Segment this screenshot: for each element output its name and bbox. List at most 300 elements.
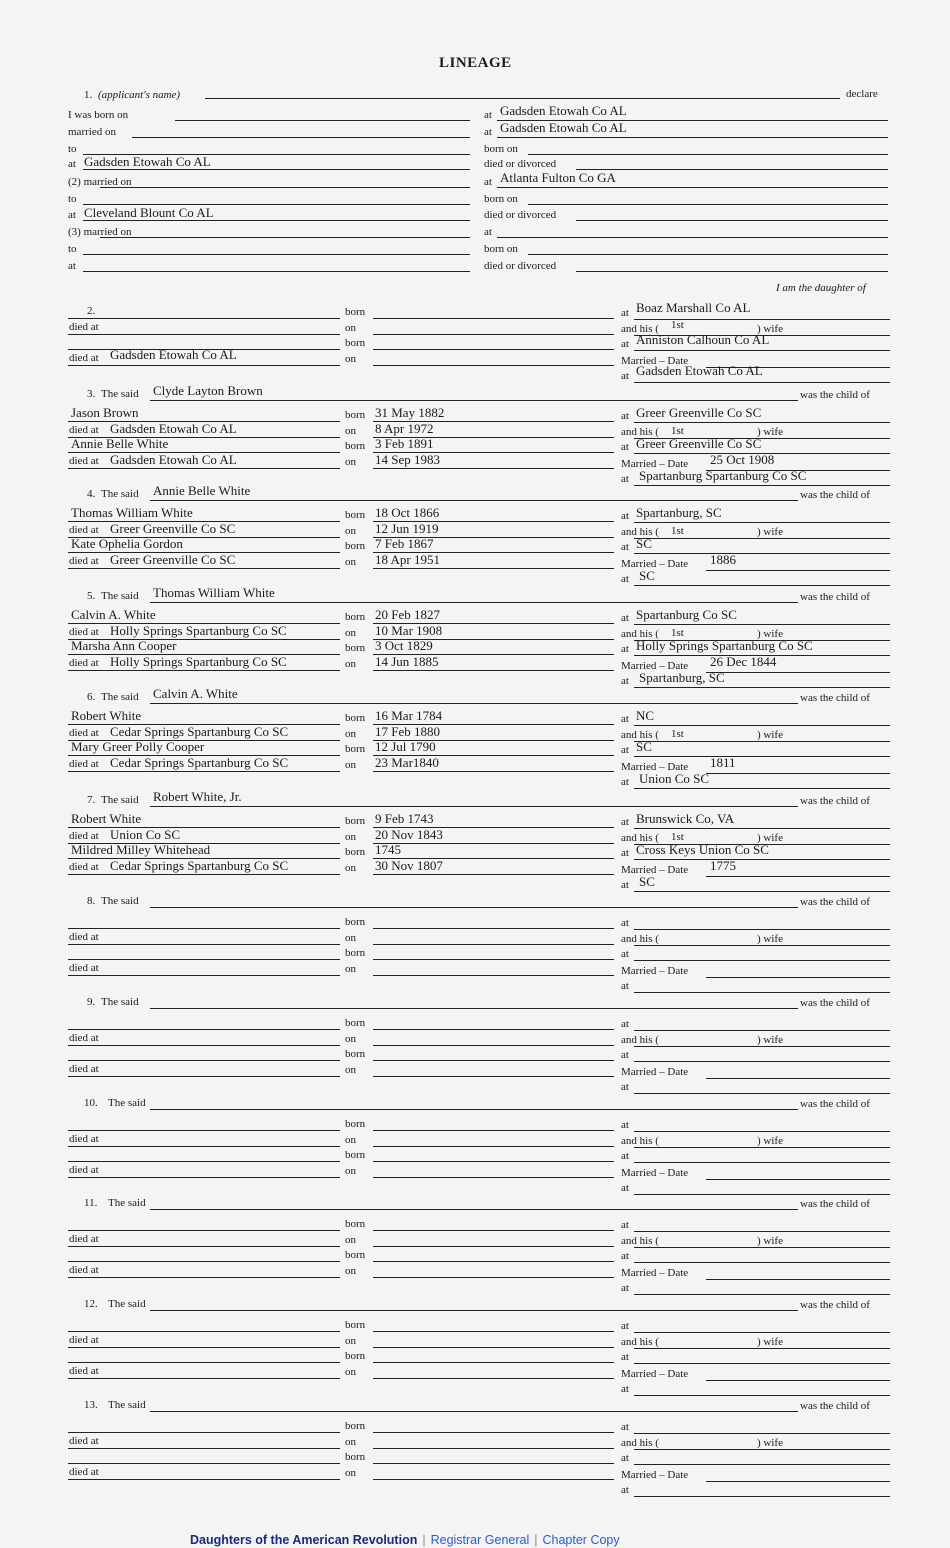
born-label: born [345, 815, 366, 827]
and-his-label: and his ( [621, 526, 659, 538]
form-field-line [373, 975, 614, 976]
form-field-line [373, 1045, 614, 1046]
applicant-name-label: (applicant's name) [98, 89, 181, 101]
form-field-line [634, 1093, 890, 1094]
form-field-line [706, 1078, 890, 1079]
died-at-label: died at [69, 1164, 99, 1176]
mother-birth-date-value: 3 Feb 1891 [375, 436, 434, 451]
on-label: on [345, 658, 356, 670]
form-field-line [132, 137, 470, 138]
died-at-label: died at [69, 321, 99, 333]
born-label: born [345, 1218, 366, 1230]
the-said-label: The said [101, 895, 139, 907]
form-field-line [68, 334, 340, 335]
child-of-label: was the child of [800, 795, 870, 807]
married-date-label: Married – Date [621, 1167, 689, 1179]
form-field-line [68, 827, 340, 828]
father-name-value: Thomas William White [71, 505, 193, 520]
form-field-line [634, 1231, 890, 1232]
born-label: born [345, 712, 366, 724]
form-field-line [528, 154, 888, 155]
form-field-line [150, 1008, 798, 1009]
applicant-right-label: died or divorced [484, 260, 557, 272]
father-death-date-value: 8 Apr 1972 [375, 421, 434, 436]
form-field-line [150, 400, 798, 401]
at-label: at [621, 643, 629, 655]
form-field-line [373, 1463, 614, 1464]
child-of-label: was the child of [800, 1400, 870, 1412]
applicant-row-label: to [68, 243, 77, 255]
mother-death-date-value: 18 Apr 1951 [375, 552, 440, 567]
father-birth-place-value: Greer Greenville Co SC [636, 405, 762, 420]
on-label: on [345, 759, 356, 771]
mother-death-date-value: 14 Sep 1983 [375, 452, 440, 467]
wife-order-value: 1st [671, 627, 684, 639]
form-field-line [150, 500, 798, 501]
the-said-label: The said [101, 996, 139, 1008]
died-at-label: died at [69, 555, 99, 567]
form-field-line [373, 1076, 614, 1077]
at-label: at [621, 370, 629, 382]
on-label: on [345, 1467, 356, 1479]
form-field-line [634, 1449, 890, 1450]
form-field-line [634, 1332, 890, 1333]
form-field-line [634, 1496, 890, 1497]
wife-order-value: 1st [671, 425, 684, 437]
footer-separator: | [422, 1533, 426, 1547]
at-label: at [621, 1018, 629, 1030]
form-field-line [68, 1076, 340, 1077]
father-death-place-value: Gadsden Etowah Co AL [110, 421, 237, 436]
form-field-line [528, 204, 888, 205]
marriage-date-value: 1775 [710, 858, 736, 873]
on-label: on [345, 862, 356, 874]
applicant-row-label: at [68, 260, 76, 272]
at-label: at [621, 1320, 629, 1332]
form-field-line [634, 422, 890, 423]
applicant-row-label: married on [68, 126, 116, 138]
form-field-line [634, 828, 890, 829]
at-label: at [621, 1081, 629, 1093]
marriage-place-value: Spartanburg, SC [639, 670, 725, 685]
form-field-line [68, 1277, 340, 1278]
item-number: 5. [87, 590, 96, 602]
died-at-label: died at [69, 524, 99, 536]
form-field-line [68, 318, 340, 319]
applicant-place-value: Gadsden Etowah Co AL [500, 103, 627, 118]
mother-death-date-value: 30 Nov 1807 [375, 858, 443, 873]
at-label: at [621, 1383, 629, 1395]
born-label: born [345, 306, 366, 318]
applicant-right-label: at [484, 226, 492, 238]
applicant-place-value: Gadsden Etowah Co AL [84, 154, 211, 169]
form-field-line [205, 98, 840, 99]
father-name-value: Robert White [71, 708, 142, 723]
on-label: on [345, 1064, 356, 1076]
form-field-line [68, 1246, 340, 1247]
form-field-line [373, 1448, 614, 1449]
on-label: on [345, 627, 356, 639]
form-field-line [634, 624, 890, 625]
mother-death-place-value: Cedar Springs Spartanburg Co SC [110, 755, 289, 770]
form-field-line [68, 1362, 340, 1363]
applicant-row-label: at [68, 209, 76, 221]
form-field-line [373, 959, 614, 960]
the-said-label: The said [108, 1097, 146, 1109]
at-label: at [621, 307, 629, 319]
applicant-right-label: at [484, 176, 492, 188]
mother-death-place-value: Cedar Springs Spartanburg Co SC [110, 858, 289, 873]
form-field-line [576, 220, 888, 221]
at-label: at [621, 1421, 629, 1433]
form-field-line [373, 365, 614, 366]
form-field-line [634, 725, 890, 726]
applicant-row-label: to [68, 143, 77, 155]
form-field-line [706, 1279, 890, 1280]
married-date-label: Married – Date [621, 355, 689, 367]
form-field-line [175, 120, 470, 121]
died-at-label: died at [69, 1365, 99, 1377]
died-at-label: died at [69, 758, 99, 770]
at-label: at [621, 473, 629, 485]
born-label: born [345, 540, 366, 552]
born-label: born [345, 642, 366, 654]
on-label: on [345, 1234, 356, 1246]
marriage-date-value: 1886 [710, 552, 736, 567]
form-field-line [68, 771, 340, 772]
died-at-label: died at [69, 657, 99, 669]
the-said-label: The said [101, 691, 139, 703]
form-field-line [150, 602, 798, 603]
died-at-label: died at [69, 1032, 99, 1044]
wife-order-value: 1st [671, 319, 684, 331]
form-field-line [634, 891, 890, 892]
died-at-label: died at [69, 1334, 99, 1346]
on-label: on [345, 425, 356, 437]
form-field-line [373, 1230, 614, 1231]
form-field-line [634, 538, 890, 539]
mother-death-date-value: 14 Jun 1885 [375, 654, 439, 669]
born-label: born [345, 1249, 366, 1261]
marriage-place-value: Union Co SC [639, 771, 710, 786]
marriage-place-value: SC [639, 874, 655, 889]
wife-label: ) wife [757, 1135, 783, 1147]
at-label: at [621, 612, 629, 624]
and-his-label: and his ( [621, 729, 659, 741]
form-field-line [83, 271, 470, 272]
father-birth-place-value: Spartanburg Co SC [636, 607, 737, 622]
applicant-row-label: (3) married on [68, 226, 132, 238]
died-at-label: died at [69, 727, 99, 739]
on-label: on [345, 1165, 356, 1177]
item-number: 2. [87, 305, 96, 317]
father-death-date-value: 17 Feb 1880 [375, 724, 440, 739]
the-said-name-value: Thomas William White [153, 585, 275, 600]
father-death-place-value: Union Co SC [110, 827, 181, 842]
form-field-line [634, 741, 890, 742]
born-label: born [345, 611, 366, 623]
on-label: on [345, 1436, 356, 1448]
applicant-row-label: I was born on [68, 109, 129, 121]
form-field-line [68, 468, 340, 469]
wife-order-value: 1st [671, 831, 684, 843]
on-label: on [345, 556, 356, 568]
form-field-line [150, 907, 798, 908]
at-label: at [621, 1049, 629, 1061]
form-field-line [634, 960, 890, 961]
born-label: born [345, 1420, 366, 1432]
form-field-line [373, 1161, 614, 1162]
born-label: born [345, 1350, 366, 1362]
form-field-line [706, 1179, 890, 1180]
died-at-label: died at [69, 830, 99, 842]
and-his-label: and his ( [621, 1034, 659, 1046]
the-said-name-value: Clyde Layton Brown [153, 383, 263, 398]
mother-birth-place-value: Greer Greenville Co SC [636, 436, 762, 451]
married-place-value: Gadsden Etowah Co AL [636, 363, 763, 378]
born-label: born [345, 337, 366, 349]
form-field-line [373, 771, 614, 772]
child-of-label: was the child of [800, 1198, 870, 1210]
item-number: 7. [87, 794, 96, 806]
form-field-line [634, 859, 890, 860]
born-label: born [345, 1118, 366, 1130]
daughter-of-label: I am the daughter of [776, 282, 866, 294]
and-his-label: and his ( [621, 1135, 659, 1147]
at-label: at [621, 847, 629, 859]
applicant-place-value: Cleveland Blount Co AL [84, 205, 214, 220]
at-label: at [621, 776, 629, 788]
married-date-label: Married – Date [621, 558, 689, 570]
form-field-line [634, 522, 890, 523]
form-field-line [83, 220, 470, 221]
father-birth-place-value: Spartanburg, SC [636, 505, 722, 520]
form-field-line [68, 1347, 340, 1348]
born-label: born [345, 947, 366, 959]
wife-label: ) wife [757, 1437, 783, 1449]
marriage-date-value: 26 Dec 1844 [710, 654, 777, 669]
on-label: on [345, 932, 356, 944]
on-label: on [345, 1335, 356, 1347]
wife-label: ) wife [757, 1235, 783, 1247]
died-at-label: died at [69, 352, 99, 364]
mother-birth-date-value: 7 Feb 1867 [375, 536, 434, 551]
the-said-label: The said [108, 1399, 146, 1411]
marriage-date-value: 1811 [710, 755, 736, 770]
form-field-line [68, 1029, 340, 1030]
page-title: LINEAGE [439, 55, 512, 71]
born-label: born [345, 440, 366, 452]
and-his-label: and his ( [621, 1235, 659, 1247]
form-field-line [528, 254, 888, 255]
married-date-label: Married – Date [621, 965, 689, 977]
born-label: born [345, 1451, 366, 1463]
form-field-line [634, 1433, 890, 1434]
form-field-line [150, 806, 798, 807]
item-number: 4. [87, 488, 96, 500]
the-said-name-value: Robert White, Jr. [153, 789, 242, 804]
at-label: at [621, 1250, 629, 1262]
father-birth-date-value: 9 Feb 1743 [375, 811, 434, 826]
form-field-line [373, 928, 614, 929]
on-label: on [345, 322, 356, 334]
born-label: born [345, 916, 366, 928]
form-field-line [68, 568, 340, 569]
form-field-line [373, 568, 614, 569]
mother-death-place-value: Gadsden Etowah Co AL [110, 452, 237, 467]
mother-name-value: Kate Ophelia Gordon [71, 536, 183, 551]
form-field-line [634, 1061, 890, 1062]
and-his-label: and his ( [621, 1437, 659, 1449]
form-field-line [68, 1479, 340, 1480]
item-number: 10. [84, 1097, 98, 1109]
father-death-place-value: Greer Greenville Co SC [110, 521, 236, 536]
and-his-label: and his ( [621, 832, 659, 844]
born-place-value: Boaz Marshall Co AL [636, 300, 751, 315]
form-field-line [150, 703, 798, 704]
form-field-line [68, 1161, 340, 1162]
father-birth-date-value: 31 May 1882 [375, 405, 445, 420]
father-birth-date-value: 20 Feb 1827 [375, 607, 440, 622]
applicant-right-label: born on [484, 193, 518, 205]
at-label: at [621, 338, 629, 350]
footer-org: Daughters of the American Revolution [190, 1533, 418, 1547]
form-field-line [634, 382, 890, 383]
declare-label: declare [846, 88, 878, 100]
father-death-date-value: 12 Jun 1919 [375, 521, 439, 536]
mother-birth-date-value: 1745 [375, 842, 401, 857]
applicant-row-label: at [68, 158, 76, 170]
applicant-right-label: at [484, 126, 492, 138]
form-field-line [68, 1463, 340, 1464]
on-label: on [345, 1265, 356, 1277]
form-field-line [373, 1146, 614, 1147]
form-field-line [68, 1230, 340, 1231]
item-number: 11. [84, 1197, 98, 1209]
form-field-line [68, 944, 340, 945]
form-field-line [150, 1109, 798, 1110]
form-field-line [634, 756, 890, 757]
wife-order-value: 1st [671, 525, 684, 537]
form-field-line [373, 1362, 614, 1363]
form-field-line [634, 485, 890, 486]
father-death-place-value: Cedar Springs Spartanburg Co SC [110, 724, 289, 739]
form-field-line [68, 928, 340, 929]
footer-registrar-link[interactable]: Registrar General [430, 1533, 530, 1547]
form-field-line [373, 1060, 614, 1061]
form-field-line [634, 1131, 890, 1132]
married-date-label: Married – Date [621, 1267, 689, 1279]
form-field-line [373, 1378, 614, 1379]
married-date-label: Married – Date [621, 660, 689, 672]
form-field-line [497, 187, 888, 188]
wife-order-value: 1st [671, 728, 684, 740]
born-label: born [345, 409, 366, 421]
footer-chapter-link[interactable]: Chapter Copy [542, 1533, 620, 1547]
form-field-line [83, 254, 470, 255]
the-said-label: The said [108, 1197, 146, 1209]
form-field-line [634, 1363, 890, 1364]
item-number: 12. [84, 1298, 98, 1310]
mother-name-value: Marsha Ann Cooper [71, 638, 177, 653]
wife-label: ) wife [757, 1034, 783, 1046]
at-label: at [621, 1452, 629, 1464]
form-field-line [68, 1378, 340, 1379]
died-place-value: Gadsden Etowah Co AL [110, 347, 237, 362]
form-field-line [150, 1310, 798, 1311]
at-label: at [621, 980, 629, 992]
at-label: at [621, 541, 629, 553]
item-number: 3. [87, 388, 96, 400]
mother-birth-place-value: SC [636, 739, 652, 754]
died-at-label: died at [69, 1133, 99, 1145]
item-number: 1. [84, 89, 93, 101]
form-field-line [68, 1146, 340, 1147]
born-label: born [345, 1017, 366, 1029]
died-at-label: died at [69, 1466, 99, 1478]
died-at-label: died at [69, 962, 99, 974]
mother-birth-place-value: SC [636, 536, 652, 551]
form-field-line [634, 1030, 890, 1031]
at-label: at [621, 1182, 629, 1194]
died-at-label: died at [69, 861, 99, 873]
form-field-line [634, 585, 890, 586]
form-field-line [373, 468, 614, 469]
the-said-label: The said [101, 488, 139, 500]
form-field-line [373, 1479, 614, 1480]
form-field-line [68, 1045, 340, 1046]
form-field-line [706, 876, 890, 877]
died-at-label: died at [69, 931, 99, 943]
form-field-line [634, 945, 890, 946]
form-field-line [68, 959, 340, 960]
form-field-line [706, 1380, 890, 1381]
on-label: on [345, 456, 356, 468]
at-label: at [621, 713, 629, 725]
form-field-line [68, 1331, 340, 1332]
died-at-label: died at [69, 1264, 99, 1276]
died-at-label: died at [69, 1233, 99, 1245]
form-field-line [634, 1147, 890, 1148]
form-field-line [576, 169, 888, 170]
form-field-line [706, 570, 890, 571]
father-birth-date-value: 18 Oct 1866 [375, 505, 440, 520]
father-birth-place-value: NC [636, 708, 655, 723]
the-said-name-value: Calvin A. White [153, 686, 238, 701]
at-label: at [621, 675, 629, 687]
applicant-right-label: died or divorced [484, 209, 557, 221]
form-field-line [68, 1432, 340, 1433]
at-label: at [621, 410, 629, 422]
form-field-line [150, 1411, 798, 1412]
died-at-label: died at [69, 1063, 99, 1075]
form-field-line [634, 350, 890, 351]
father-death-place-value: Holly Springs Spartanburg Co SC [110, 623, 287, 638]
applicant-right-label: born on [484, 143, 518, 155]
wife-label: ) wife [757, 628, 783, 640]
mother-birth-place-value: Holly Springs Spartanburg Co SC [636, 638, 813, 653]
form-field-line [706, 672, 890, 673]
born-label: born [345, 743, 366, 755]
on-label: on [345, 1033, 356, 1045]
footer [190, 1533, 620, 1547]
item-number: 8. [87, 895, 96, 907]
child-of-label: was the child of [800, 997, 870, 1009]
at-label: at [621, 948, 629, 960]
born-label: born [345, 509, 366, 521]
form-field-line [100, 187, 470, 188]
father-name-value: Robert White [71, 811, 142, 826]
